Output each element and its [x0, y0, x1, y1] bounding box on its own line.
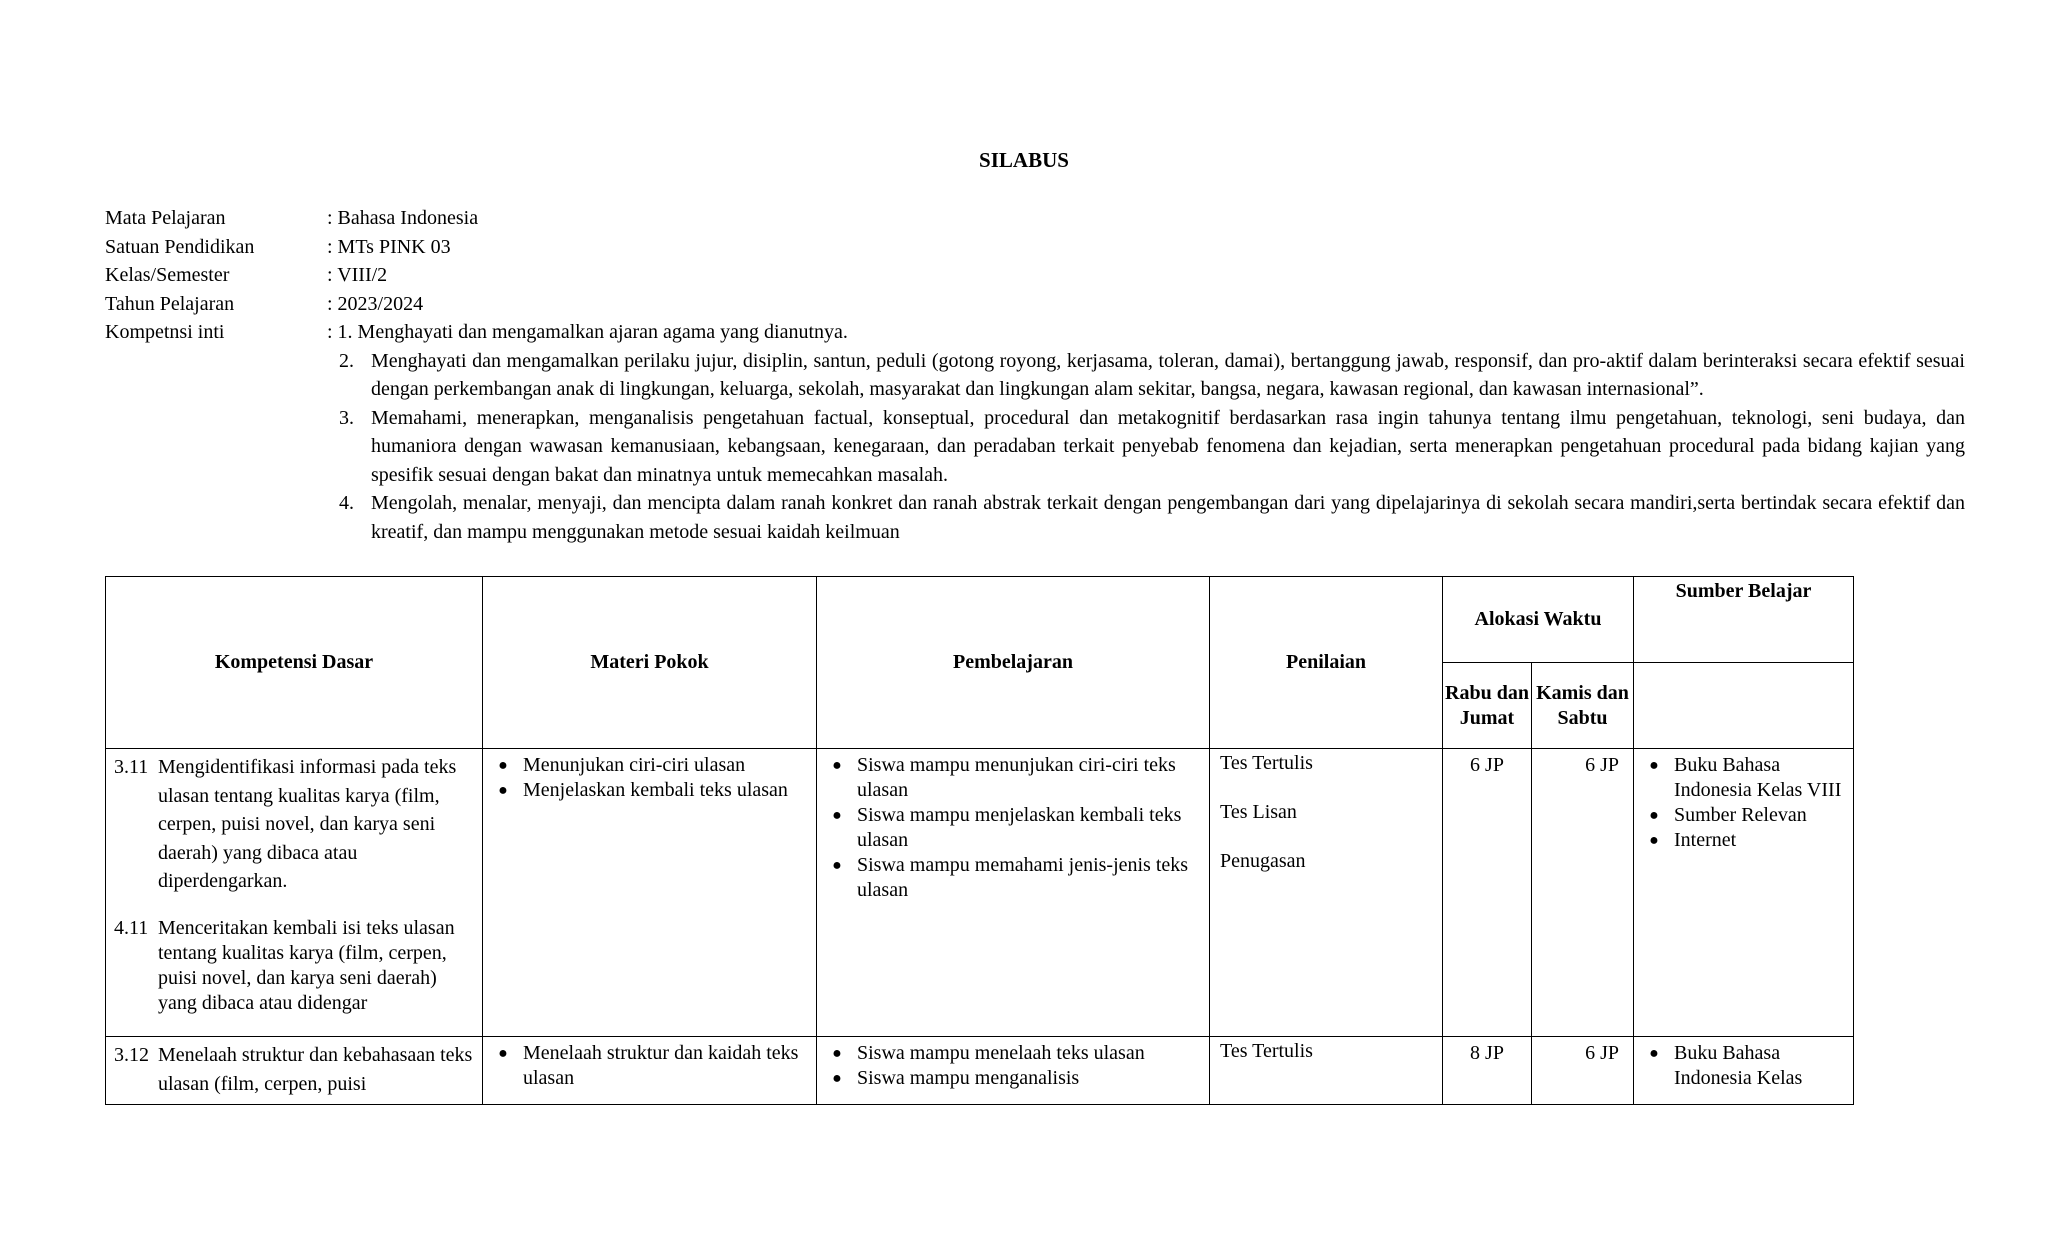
meta-label: Mata Pelajaran	[105, 207, 226, 229]
document-title: SILABUS	[979, 148, 1069, 172]
list-item	[1634, 828, 1847, 853]
table-row	[106, 749, 1854, 1037]
list-item	[483, 778, 810, 803]
header-rabu-jumat: Rabu dan Jumat	[1443, 663, 1532, 749]
kd-number: 3.11	[114, 756, 149, 778]
meta-label: Tahun Pelajaran	[105, 292, 235, 315]
pembelajaran-text: Siswa mampu memahami jenis-jenis teks ulasan	[857, 854, 1189, 901]
penilaian-item: Tes Tertulis	[1220, 752, 1313, 774]
sumber-text: Buku Bahasa Indonesia Kelas VIII	[1674, 754, 1842, 801]
ki-number: 3.	[339, 406, 354, 429]
meta-row	[105, 233, 1965, 262]
bullet-icon: ●	[832, 807, 842, 824]
kd-text: Menelaah struktur dan kebahasaan teks ulasan (film, cerpen, puisi	[158, 1044, 473, 1095]
alokasi-kamis-sabtu: 6 JP	[1532, 749, 1634, 1037]
meta-label: Kompetnsi inti	[105, 321, 225, 343]
bullet-icon: ●	[498, 757, 508, 774]
bullet-icon: ●	[1649, 807, 1659, 824]
list-item	[483, 753, 810, 778]
sumber-text: Internet	[1674, 829, 1737, 851]
pembelajaran-cell	[817, 749, 1210, 1037]
ki-text: Memahami, menerapkan, menganalisis pengetahuan factual, konseptual, procedural dan metakognitif berdasarkan rasa ingin tahunya tentang ilmu pengetahuan, teknologi, seni budaya, dan humaniora dengan wawasan kemanusiaan, kebangsaan, kenegaraan, dan peradaban terkait penyebab fenomena dan kejadian, serta menerapkan pengetahuan procedural pada bidang kajian yang spesifik sesuai dengan bakat dan minatnya untuk memecahkan masalah.	[371, 406, 1965, 486]
meta-value: : 1. Menghayati dan mengamalkan ajaran agama yang dianutnya.	[327, 321, 848, 343]
bullet-icon: ●	[832, 857, 842, 874]
meta-value: : MTs PINK 03	[327, 235, 451, 258]
ki-text: Mengolah, menalar, menyaji, dan mencipta dalam ranah konkret dan ranah abstrak terkait dengan pengembangan dari yang dipelajarinya di sekolah secara mandiri,serta bertindak secara efektif dan kreatif, dan mampu menggunakan metode sesuai kaidah keilmuan	[371, 492, 1965, 543]
meta-row	[105, 204, 1965, 233]
ki-text: Menghayati dan mengamalkan perilaku jujur, disiplin, santun, peduli (gotong royong, kerjasama, toleran, damai), bertanggung jawab, responsif, dan pro-aktif dalam berinteraksi secara efektif sesuai dengan perkembangan anak di lingkungan, keluarga, sekolah, masyarakat dan lingkungan alam sekitar, bangsa, negara, kawasan regional, dan kawasan internasional”.	[371, 349, 1965, 400]
bullet-icon: ●	[832, 1070, 842, 1087]
header-materi-pokok: Materi Pokok	[483, 577, 817, 749]
penilaian-item: Tes Lisan	[1220, 801, 1297, 823]
bullet-icon: ●	[832, 757, 842, 774]
meta-label: Satuan Pendidikan	[105, 235, 255, 258]
kd-number: 4.11	[114, 916, 149, 939]
header-kompetensi-dasar: Kompetensi Dasar	[106, 577, 483, 749]
header-sumber-belajar: Sumber Belajar	[1634, 577, 1854, 663]
sumber-text: Buku Bahasa Indonesia Kelas	[1674, 1042, 1803, 1089]
kd-text: Menceritakan kembali isi teks ulasan tentang kualitas karya (film, cerpen, puisi novel, dan karya seni daerah) yang dibaca atau didengar	[158, 916, 455, 1014]
meta-value: : VIII/2	[327, 264, 388, 286]
ki-item	[327, 347, 1965, 404]
ki-number: 2.	[339, 349, 354, 372]
bullet-icon: ●	[1649, 832, 1659, 849]
bullet-icon: ●	[498, 1045, 508, 1062]
meta-row	[105, 261, 1965, 290]
ki-number: 4.	[339, 492, 354, 514]
pembelajaran-text: Siswa mampu menjelaskan kembali teks ulasan	[857, 804, 1182, 851]
meta-label: Kelas/Semester	[105, 264, 230, 286]
ki-item	[327, 489, 1965, 546]
kd-number: 3.12	[114, 1044, 149, 1066]
header-alokasi-waktu: Alokasi Waktu	[1443, 577, 1634, 663]
kd-cell	[106, 1037, 483, 1105]
kd-item	[114, 916, 474, 1016]
syllabus-meta	[105, 204, 1965, 546]
list-item	[1634, 803, 1847, 828]
list-item	[817, 853, 1203, 903]
alokasi-kamis-sabtu: 6 JP	[1532, 1037, 1634, 1105]
materi-cell	[483, 1037, 817, 1105]
penilaian-cell	[1210, 749, 1443, 1037]
bullet-icon: ●	[498, 782, 508, 799]
alokasi-rabu-jumat: 6 JP	[1443, 749, 1532, 1037]
sumber-text: Sumber Relevan	[1674, 804, 1807, 826]
header-pembelajaran: Pembelajaran	[817, 577, 1210, 749]
syllabus-table	[105, 576, 1854, 1105]
list-item	[817, 753, 1203, 803]
pembelajaran-text: Siswa mampu menelaah teks ulasan	[857, 1042, 1145, 1064]
kd-item	[114, 753, 474, 896]
meta-row	[105, 290, 1965, 319]
header-penilaian: Penilaian	[1210, 577, 1443, 749]
meta-value: : 2023/2024	[327, 292, 424, 315]
header-empty	[1634, 663, 1854, 749]
materi-text: Menjelaskan kembali teks ulasan	[523, 779, 788, 801]
pembelajaran-text: Siswa mampu menunjukan ciri-ciri teks ulasan	[857, 754, 1176, 801]
header-kamis-sabtu: Kamis dan Sabtu	[1532, 663, 1634, 749]
bullet-icon: ●	[1649, 1045, 1659, 1062]
table-row	[106, 1037, 1854, 1105]
list-item	[483, 1041, 810, 1091]
pembelajaran-text: Siswa mampu menganalisis	[857, 1067, 1080, 1089]
sumber-cell	[1634, 749, 1854, 1037]
meta-value: : Bahasa Indonesia	[327, 207, 479, 229]
materi-text: Menelaah struktur dan kaidah teks ulasan	[523, 1042, 799, 1089]
kompetensi-inti-list	[327, 347, 1965, 547]
list-item	[817, 1041, 1203, 1066]
list-item	[817, 1066, 1203, 1091]
meta-row	[105, 318, 1965, 347]
kd-cell	[106, 749, 483, 1037]
pembelajaran-cell	[817, 1037, 1210, 1105]
table-header-row	[106, 577, 1854, 663]
materi-cell	[483, 749, 817, 1037]
penilaian-cell	[1210, 1037, 1443, 1105]
kd-item	[114, 1041, 474, 1098]
bullet-icon: ●	[1649, 757, 1659, 774]
list-item	[1634, 753, 1847, 803]
materi-text: Menunjukan ciri-ciri ulasan	[523, 754, 746, 776]
penilaian-item: Tes Tertulis	[1220, 1040, 1313, 1062]
penilaian-item: Penugasan	[1220, 850, 1306, 872]
list-item	[817, 803, 1203, 853]
alokasi-rabu-jumat: 8 JP	[1443, 1037, 1532, 1105]
kd-text: Mengidentifikasi informasi pada teks ulasan tentang kualitas karya (film, cerpen, puisi novel, dan karya seni daerah) yang dibaca atau diperdengarkan.	[158, 756, 457, 892]
sumber-cell	[1634, 1037, 1854, 1105]
bullet-icon: ●	[832, 1045, 842, 1062]
ki-item	[327, 404, 1965, 490]
list-item	[1634, 1041, 1847, 1091]
